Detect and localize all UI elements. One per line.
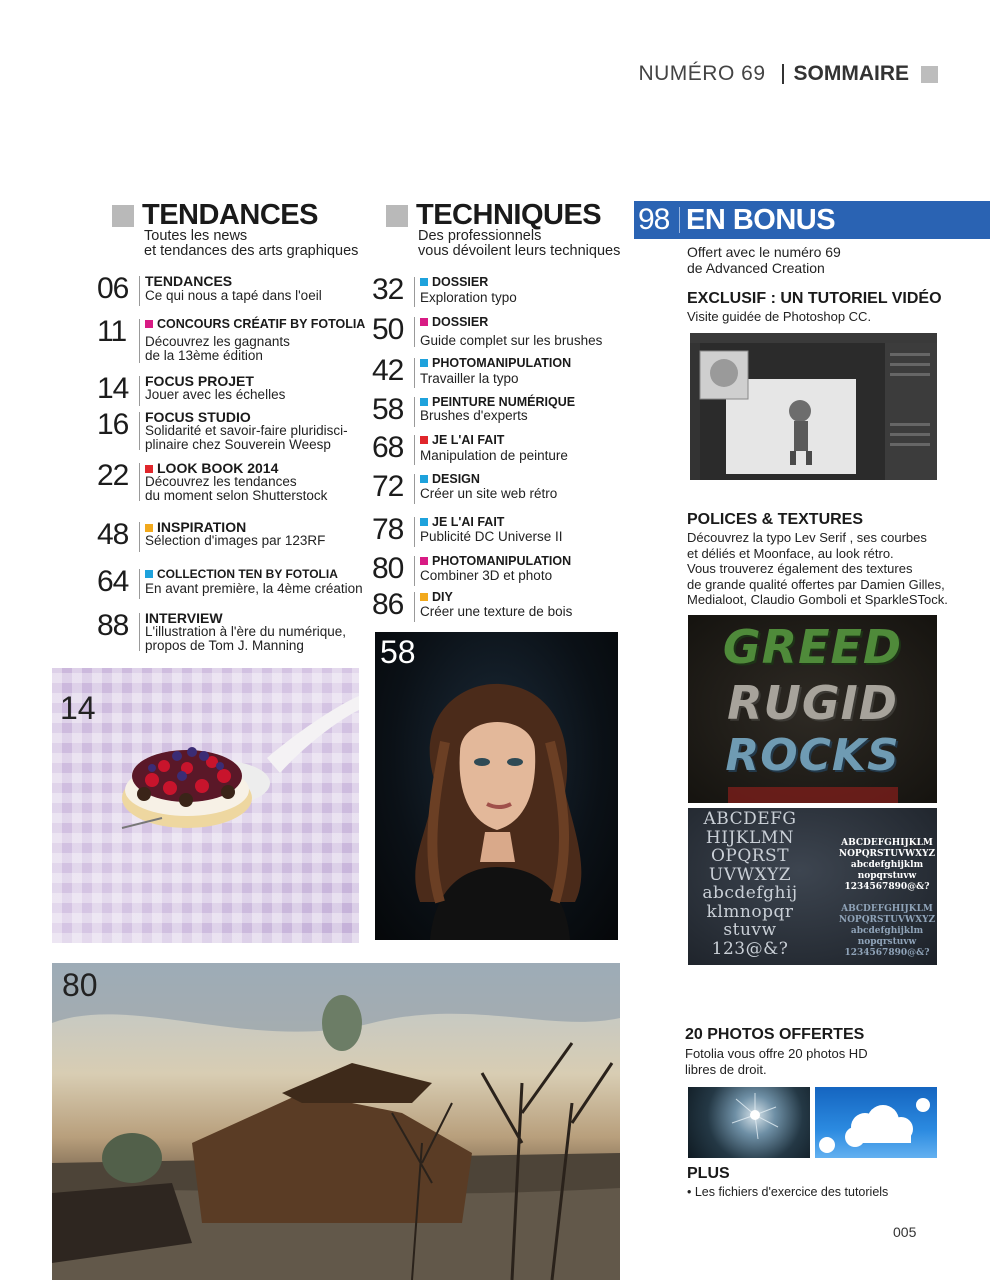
category-label: JE L'AI FAIT xyxy=(432,515,505,529)
category-color-marker xyxy=(420,398,428,406)
page-number: 22 xyxy=(97,459,129,492)
category-color-marker xyxy=(420,475,428,483)
specimen-line: OPQRST xyxy=(710,846,790,866)
category-label: PHOTOMANIPULATION xyxy=(432,554,572,568)
tendances-title: TENDANCES xyxy=(142,199,318,231)
plus-heading: PLUS xyxy=(687,1165,730,1182)
entry-description: Solidarité et savoir-faire pluridisci- xyxy=(145,423,348,438)
entry-category xyxy=(420,515,504,529)
portrait-photo xyxy=(375,632,618,940)
specimen-line: 1234567890@&? xyxy=(844,948,930,958)
entry-description: propos de Tom J. Manning xyxy=(145,638,304,653)
portrait-illustration xyxy=(375,632,618,940)
bonus-intro xyxy=(687,244,841,276)
picture-page-number: 80 xyxy=(62,967,98,1003)
entry-description: L'illustration à l'ère du numérique, xyxy=(145,624,347,639)
category-label: JE L'AI FAIT xyxy=(432,433,505,447)
clouds-photo xyxy=(815,1087,937,1158)
specimen-line: stuvw xyxy=(723,920,777,940)
page-number: 42 xyxy=(372,354,404,387)
entry-category xyxy=(420,395,575,409)
entry-divider xyxy=(414,435,415,465)
bonus-divider xyxy=(679,207,680,233)
category-color-marker xyxy=(420,278,428,286)
fonts-line: de grande qualité offertes par Damien Gilles, xyxy=(687,576,945,592)
category-color-marker xyxy=(420,436,428,444)
landscape-illustration xyxy=(52,963,620,1280)
issue-number: NUMÉRO 69 xyxy=(638,62,766,85)
specimen-line: NOPQRSTUVWXYZ xyxy=(838,849,936,859)
entry-description: de la 13ème édition xyxy=(145,348,263,363)
category-label: DOSSIER xyxy=(432,315,489,329)
specimen-line: UVWXYZ xyxy=(708,864,792,885)
page-number: 68 xyxy=(372,431,404,464)
entry-description: du moment selon Shutterstock xyxy=(145,488,328,503)
entry-divider xyxy=(414,277,415,307)
video-heading: EXCLUSIF : UN TUTORIEL VIDÉO xyxy=(687,290,942,307)
page-number: 88 xyxy=(97,609,129,642)
entry-description: Brushes d'experts xyxy=(420,408,528,423)
bonus-intro-line: de Advanced Creation xyxy=(687,260,825,276)
category-label: PHOTOMANIPULATION xyxy=(432,356,572,370)
fonts-description xyxy=(687,530,948,608)
specimen-line: nopqrstuvw xyxy=(857,871,917,881)
entry-description: plinaire chez Souverein Weesp xyxy=(145,437,331,452)
texture-word: GREED xyxy=(722,620,903,674)
entry-divider xyxy=(414,556,415,586)
fonts-heading: POLICES & TEXTURES xyxy=(687,511,864,528)
tart-illustration xyxy=(52,668,359,943)
category-label: CONCOURS CRÉATIF BY FOTOLIA xyxy=(157,317,366,331)
page-header xyxy=(638,60,938,88)
category-color-marker xyxy=(420,359,428,367)
entry-category xyxy=(145,520,246,534)
specimen-line: abcdefghij xyxy=(702,883,798,903)
entry-description: Créer un site web rétro xyxy=(420,486,558,501)
entry-description: En avant première, la 4ème création xyxy=(145,581,363,596)
category-color-marker xyxy=(420,593,428,601)
dandelion-photo xyxy=(688,1087,810,1158)
page-number: 14 xyxy=(97,372,129,405)
entry-divider xyxy=(139,376,140,406)
specimen-line: ABCDEFG xyxy=(703,809,797,829)
page-number: 06 xyxy=(97,272,129,305)
photos-line: Fotolia vous offre 20 photos HD xyxy=(685,1046,868,1061)
entry-category xyxy=(145,567,338,581)
fonts-line: Medialoot, Claudio Gomboli et SparkleSTock. xyxy=(687,592,948,607)
entry-description: Exploration typo xyxy=(420,290,517,305)
landscape-photo xyxy=(52,963,620,1280)
specimen-line: NOPQRSTUVWXYZ xyxy=(838,915,936,925)
techniques-title: TECHNIQUES xyxy=(416,199,602,231)
entry-category xyxy=(420,554,571,568)
bonus-title: EN BONUS xyxy=(686,204,836,236)
font-specimen-right-outline xyxy=(838,904,936,959)
page-number: 50 xyxy=(372,313,404,346)
entry-description: Manipulation de peinture xyxy=(420,448,568,463)
page-footer-number: 005 xyxy=(893,1224,917,1240)
entry-category xyxy=(145,317,365,331)
entry-category: FOCUS STUDIO xyxy=(145,409,251,425)
category-label: DIY xyxy=(432,590,453,604)
entry-description: Découvrez les tendances xyxy=(145,474,297,489)
specimen-line: nopqrstuvw xyxy=(857,937,917,947)
entry-category xyxy=(420,590,453,604)
entry-category xyxy=(420,433,504,447)
fonts-line: et déliés et Moonface, au look rétro. xyxy=(687,545,894,561)
section-marker xyxy=(386,205,408,227)
techniques-subtitle xyxy=(418,229,620,259)
page-number: 78 xyxy=(372,513,404,546)
entry-description: Travailler la typo xyxy=(420,371,519,386)
entry-description: Créer une texture de bois xyxy=(420,604,573,619)
picture-page-number: 58 xyxy=(380,634,416,670)
subtitle-line: Toutes les news xyxy=(144,228,248,244)
video-description: Visite guidée de Photoshop CC. xyxy=(687,309,872,324)
category-color-marker xyxy=(145,570,153,578)
page-number: 48 xyxy=(97,518,129,551)
entry-divider xyxy=(139,319,140,363)
category-label: LOOK BOOK 2014 xyxy=(157,460,279,476)
specimen-line: klmnopqr xyxy=(706,901,794,922)
specimen-line: abcdefghijklm xyxy=(850,860,924,870)
entry-divider xyxy=(414,592,415,622)
entry-description: Jouer avec les échelles xyxy=(145,387,286,402)
bonus-page-number: 98 xyxy=(638,203,670,236)
category-color-marker xyxy=(145,524,153,532)
page-number: 72 xyxy=(372,470,404,503)
entry-description: Sélection d'images par 123RF xyxy=(145,533,326,548)
entry-category xyxy=(145,461,278,475)
entry-category xyxy=(420,472,480,486)
photos-description xyxy=(685,1046,868,1077)
page-number: 16 xyxy=(97,408,129,441)
page-number: 32 xyxy=(372,273,404,306)
page-number: 86 xyxy=(372,588,404,621)
bonus-banner xyxy=(634,201,990,239)
section-title: SOMMAIRE xyxy=(793,62,909,85)
entry-category xyxy=(420,275,488,289)
dandelion-illustration xyxy=(688,1087,810,1158)
category-color-marker xyxy=(420,557,428,565)
specimen-line: HIJKLMN xyxy=(705,827,795,848)
entry-description: Guide complet sur les brushes xyxy=(420,333,603,348)
specimen-line: ABCDEFGHIJKLM xyxy=(841,838,933,848)
fonts-line: Vous trouverez également des textures xyxy=(687,561,913,576)
entry-divider xyxy=(414,397,415,427)
fonts-line: Découvrez la typo Lev Serif , ses courbes xyxy=(687,530,927,545)
specimen-line: 1234567890@&? xyxy=(844,882,930,892)
category-label: INSPIRATION xyxy=(157,519,247,535)
category-label: COLLECTION TEN BY FOTOLIA xyxy=(157,567,338,581)
specimen-line: 123@&? xyxy=(711,938,789,959)
entry-divider xyxy=(414,358,415,388)
entry-divider xyxy=(139,463,140,501)
category-label: PEINTURE NUMÉRIQUE xyxy=(432,395,576,409)
font-specimen-right xyxy=(838,838,936,893)
category-color-marker xyxy=(145,320,153,328)
entry-category: INTERVIEW xyxy=(145,610,223,626)
subtitle-line: Des professionnels xyxy=(418,228,542,244)
category-label: DESIGN xyxy=(432,472,480,486)
category-color-marker xyxy=(420,318,428,326)
photoshop-screenshot xyxy=(690,333,937,480)
page-number: 11 xyxy=(97,315,127,348)
entry-description: Publicité DC Universe II xyxy=(420,529,563,544)
entry-category: FOCUS PROJET xyxy=(145,373,254,389)
tart-photo xyxy=(52,668,359,943)
entry-description: Combiner 3D et photo xyxy=(420,568,553,583)
entry-divider xyxy=(139,522,140,552)
category-color-marker xyxy=(420,518,428,526)
texture-word: ROCKS xyxy=(725,730,900,781)
subtitle-line: et tendances des arts graphiques xyxy=(144,243,359,259)
entry-divider xyxy=(139,613,140,651)
texture-word-partial xyxy=(728,787,898,803)
entry-category xyxy=(420,356,571,370)
plus-item: • Les fichiers d'exercice des tutoriels xyxy=(687,1185,889,1199)
category-color-marker xyxy=(145,465,153,473)
texture-word: RUGID xyxy=(727,676,898,730)
entry-description: Ce qui nous a tapé dans l'oeil xyxy=(145,288,322,303)
clouds-illustration xyxy=(815,1087,937,1158)
photoshop-illustration xyxy=(690,333,937,480)
page-number: 64 xyxy=(97,565,129,598)
header-divider xyxy=(782,64,784,84)
entry-divider xyxy=(414,474,415,504)
picture-page-number: 14 xyxy=(60,690,96,726)
texture-samples-image xyxy=(688,615,937,803)
entry-divider xyxy=(139,412,140,450)
font-specimen-left xyxy=(694,810,806,958)
entry-divider xyxy=(414,317,415,347)
entry-description: Découvrez les gagnants xyxy=(145,334,290,349)
entry-divider xyxy=(414,517,415,547)
subtitle-line: vous dévoilent leurs techniques xyxy=(418,243,621,259)
section-marker xyxy=(112,205,134,227)
category-label: DOSSIER xyxy=(432,275,489,289)
header-square xyxy=(921,66,938,83)
entry-category xyxy=(420,315,488,329)
bonus-intro-line: Offert avec le numéro 69 xyxy=(687,244,841,260)
tendances-subtitle xyxy=(144,229,358,259)
specimen-line: abcdefghijklm xyxy=(850,926,924,936)
entry-divider xyxy=(139,569,140,599)
entry-divider xyxy=(139,276,140,306)
photos-line: libres de droit. xyxy=(685,1061,767,1077)
page-number: 58 xyxy=(372,393,404,426)
entry-category: TENDANCES xyxy=(145,273,233,289)
font-specimen-image xyxy=(688,808,937,965)
specimen-line: ABCDEFGHIJKLM xyxy=(841,904,933,914)
photos-heading: 20 PHOTOS OFFERTES xyxy=(685,1026,865,1043)
page-number: 80 xyxy=(372,552,404,585)
